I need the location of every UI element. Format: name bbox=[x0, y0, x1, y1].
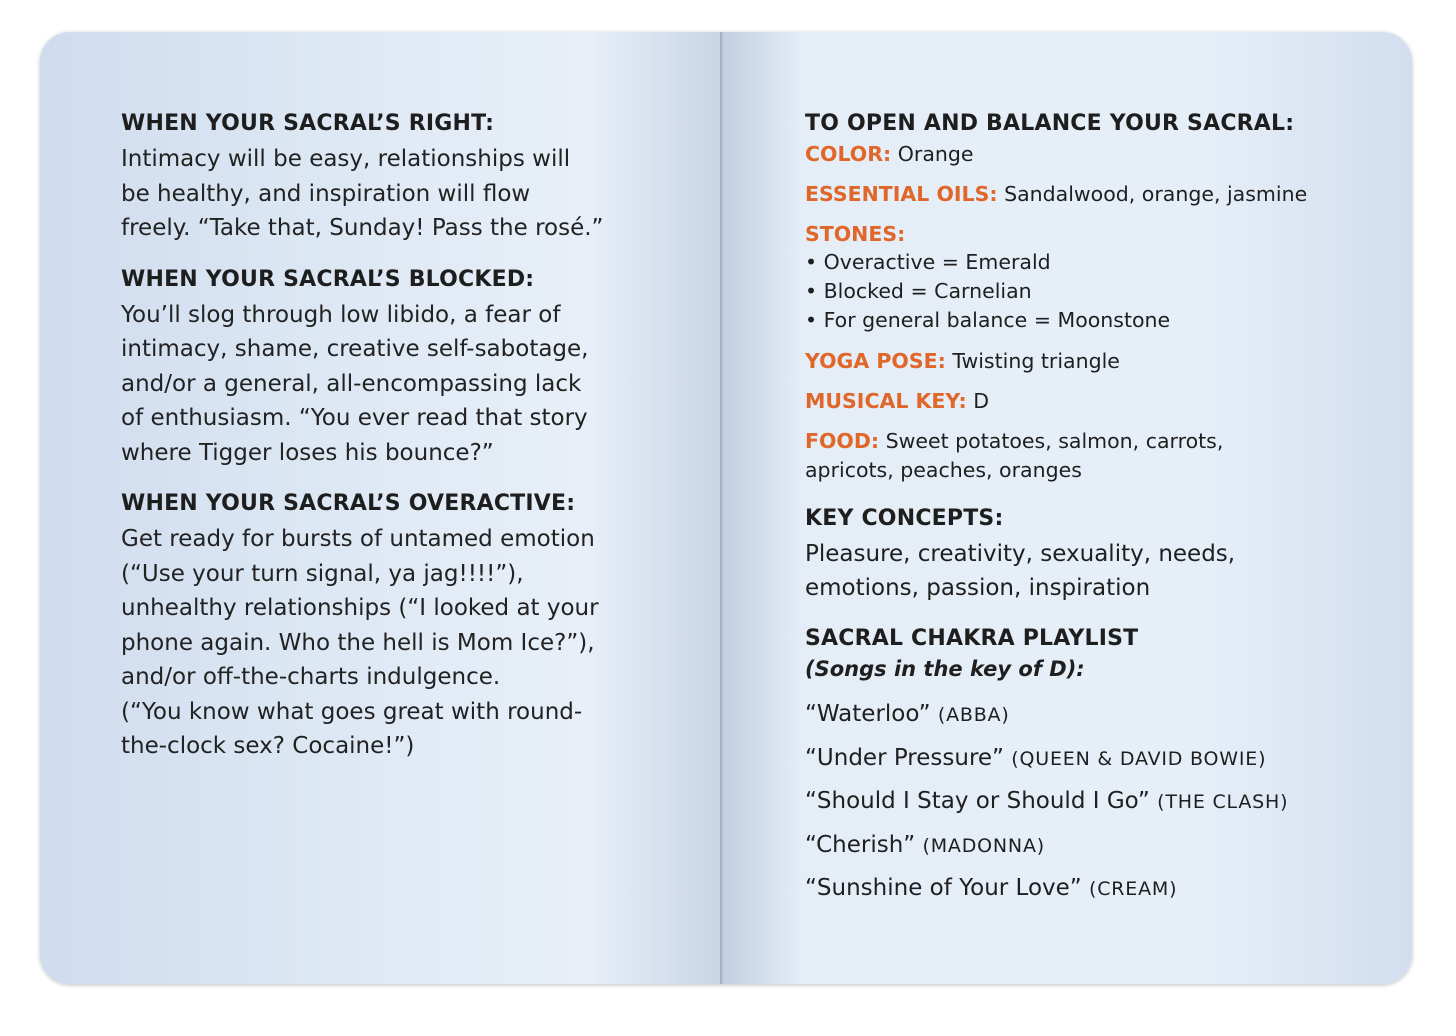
text-line: (“You know what goes great with round- bbox=[121, 698, 583, 725]
list-item bbox=[805, 867, 1395, 911]
balance-heading: TO OPEN AND BALANCE YOUR SACRAL: bbox=[805, 111, 1295, 136]
text-line: where Tigger loses his bounce?” bbox=[121, 439, 494, 466]
yoga-row bbox=[805, 347, 1395, 375]
musical-key-label: MUSICAL KEY: bbox=[805, 389, 967, 413]
yoga-label: YOGA POSE: bbox=[805, 349, 946, 373]
stones-label: STONES: bbox=[805, 222, 906, 246]
song-artist: (ABBA) bbox=[937, 704, 1010, 726]
musical-key-row bbox=[805, 387, 1395, 415]
text-line: be healthy, and inspiration will flow bbox=[121, 180, 531, 207]
text-line: of enthusiasm. “You ever read that story bbox=[121, 405, 588, 431]
list-item: • For general balance = Moonstone bbox=[805, 308, 1171, 332]
text-line: the-clock sex? Cocaine!”) bbox=[121, 733, 415, 759]
text-line: Pleasure, creativity, sexuality, needs, bbox=[805, 541, 1236, 567]
section-heading: WHEN YOUR SACRAL’S BLOCKED: bbox=[121, 266, 535, 292]
color-label: COLOR: bbox=[805, 142, 892, 166]
right-page bbox=[721, 32, 1412, 984]
stones-row bbox=[805, 220, 1395, 248]
list-item bbox=[805, 780, 1395, 824]
oils-value: Sandalwood, orange, jasmine bbox=[1004, 182, 1308, 206]
song-title: “Under Pressure” bbox=[805, 744, 1004, 771]
right-page-content bbox=[805, 108, 1395, 911]
text-line: (“Use your turn signal, ya jag!!!!”), bbox=[121, 560, 524, 587]
left-page bbox=[40, 32, 721, 984]
food-label: FOOD: bbox=[805, 429, 880, 453]
key-concepts-body bbox=[805, 537, 1395, 605]
text-line: Intimacy will be easy, relationships will bbox=[121, 146, 571, 172]
list-item bbox=[805, 693, 1395, 737]
section-heading: WHEN YOUR SACRAL’S OVERACTIVE: bbox=[121, 491, 576, 516]
key-concepts-heading: KEY CONCEPTS: bbox=[805, 506, 1004, 531]
section-blocked bbox=[121, 264, 681, 471]
list-item bbox=[805, 737, 1395, 781]
playlist-subheading: (Songs in the key of D): bbox=[805, 657, 1085, 681]
song-artist: (THE CLASH) bbox=[1157, 791, 1289, 813]
section-right bbox=[121, 108, 681, 246]
song-title: “Should I Stay or Should I Go” bbox=[805, 788, 1150, 814]
text-line: freely. “Take that, Sunday! Pass the rosé.” bbox=[121, 215, 604, 241]
text-line: unhealthy relationships (“I looked at your bbox=[121, 595, 599, 621]
text-line: You’ll slog through low libido, a fear of bbox=[121, 301, 561, 328]
oils-label: ESSENTIAL OILS: bbox=[805, 182, 998, 206]
song-title: “Sunshine of Your Love” bbox=[805, 875, 1082, 901]
song-title: “Cherish” bbox=[805, 831, 916, 858]
book-spread bbox=[40, 32, 1412, 984]
stones-list bbox=[805, 248, 1395, 335]
text-line: emotions, passion, inspiration bbox=[805, 575, 1151, 601]
food-value: Sweet potatoes, salmon, carrots, bbox=[885, 429, 1224, 453]
left-page-content bbox=[121, 108, 681, 782]
color-row bbox=[805, 140, 1395, 168]
color-value: Orange bbox=[897, 142, 974, 166]
food-line: apricots, peaches, oranges bbox=[805, 458, 1082, 482]
key-concepts-section bbox=[805, 503, 1395, 605]
text-line: Get ready for bursts of untamed emotion bbox=[121, 526, 595, 552]
section-body bbox=[121, 522, 681, 764]
playlist-section bbox=[805, 623, 1395, 911]
food-line bbox=[805, 427, 1395, 456]
text-line: and/or a general, all-encompassing lack bbox=[121, 370, 582, 397]
song-artist: (QUEEN & DAVID BOWIE) bbox=[1011, 747, 1267, 770]
section-overactive bbox=[121, 488, 681, 764]
song-artist: (MADONNA) bbox=[922, 834, 1045, 857]
text-line: phone again. Who the hell is Mom Ice?”), bbox=[121, 629, 595, 656]
oils-row bbox=[805, 180, 1395, 208]
song-artist: (CREAM) bbox=[1089, 878, 1178, 900]
song-title: “Waterloo” bbox=[805, 701, 931, 727]
list-item bbox=[805, 824, 1395, 868]
text-line: intimacy, shame, creative self-sabotage, bbox=[121, 336, 589, 362]
book-gutter bbox=[720, 32, 724, 984]
text-line: and/or off-the-charts indulgence. bbox=[121, 664, 501, 690]
musical-key-value: D bbox=[973, 389, 990, 413]
list-item: • Blocked = Carnelian bbox=[805, 279, 1032, 303]
food-block bbox=[805, 427, 1395, 485]
section-body bbox=[121, 142, 681, 246]
section-body bbox=[121, 298, 681, 471]
playlist-heading: SACRAL CHAKRA PLAYLIST bbox=[805, 626, 1139, 651]
yoga-value: Twisting triangle bbox=[952, 349, 1120, 373]
list-item: • Overactive = Emerald bbox=[805, 250, 1051, 274]
section-heading: WHEN YOUR SACRAL’S RIGHT: bbox=[121, 111, 495, 136]
